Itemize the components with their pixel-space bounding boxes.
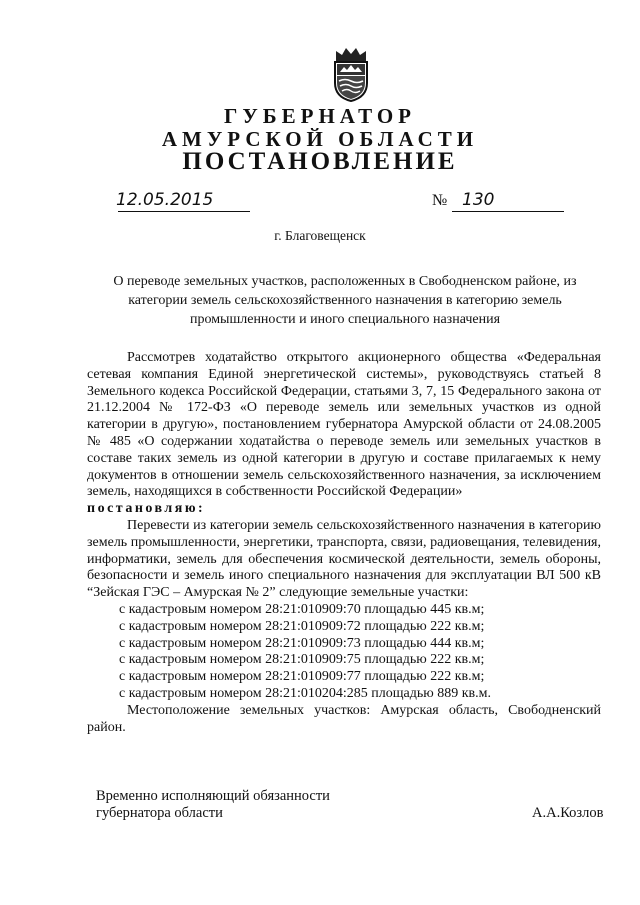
plot-item: с кадастровым номером 28:21:010909:72 площадью 222 кв.м; [119,618,485,634]
coat-of-arms-icon [328,45,374,103]
signatory-name: А.А.Козлов [532,805,604,821]
number-underline [452,211,564,212]
plot-item: с кадастровым номером 28:21:010909:70 площадью 445 кв.м; [119,601,485,617]
signatory-title-line2: губернатора области [96,805,223,821]
city: г. Благовещенск [274,228,366,243]
document-body [87,350,601,736]
plot-item: с кадастровым номером 28:21:010204:285 площадью 889 кв.м. [119,685,492,701]
document-number: 130 [462,190,495,210]
organization-title: ГУБЕРНАТОР [223,104,417,128]
plot-item: с кадастровым номером 28:21:010909:75 площадью 222 кв.м; [119,652,485,668]
signatory-title-line1: Временно исполняющий обязанности [96,788,330,804]
document-type: ПОСТАНОВЛЕНИЕ [182,148,458,175]
date-underline [118,211,250,212]
decree-word: постановляю: [87,501,206,517]
preamble-paragraph: Рассмотрев ходатайство открытого акционерного общества «Федеральная сетевая компания Единой энергетической системы», руководствуясь статьей 8 Земельного кодекса Российской Федерации, статьями 3, 7, 15 Федерального закона от 21.12.2004 № 172-ФЗ «О переводе земель или земельных участков из одной категории в другую», постановлением губернатора Амурской области от 24.08.2005 № 485 «О содержании ходатайства о переводе земель или земельных участков в составе таких земель из одной категории в другую и составе прилагаемых к нему документов в отношении земель сельскохозяйственного назначения, за исключением земель, находящихся в собственности Российской Федерации» [87,350,601,500]
plot-item: с кадастровым номером 28:21:010909:73 площадью 444 кв.м; [119,635,485,651]
number-label: № [432,192,448,209]
document-subject: О переводе земельных участков, расположенных в Свободненском районе, из категории земель сельскохозяйственного назначения в категорию земель промышленности и иного специального назначения [113,274,577,327]
location-paragraph: Местоположение земельных участков: Амурская область, Свободненский район. [87,702,601,735]
main-paragraph: Перевести из категории земель сельскохозяйственного назначения в категорию земель промышленности, энергетики, транспорта, связи, радиовещания, телевидения, информатики, земель для обеспечения космической деятельности, земель обороны, безопасности и земель иного специального назначения для эксплуатации ВЛ 500 кВ “Зейская ГЭС – Амурская № 2” следующие земельные участки: [87,517,601,601]
plot-item: с кадастровым номером 28:21:010909:77 площадью 222 кв.м; [119,669,485,685]
organization-region: АМУРСКОЙ ОБЛАСТИ [161,127,479,151]
document-date: 12.05.2015 [116,190,214,210]
